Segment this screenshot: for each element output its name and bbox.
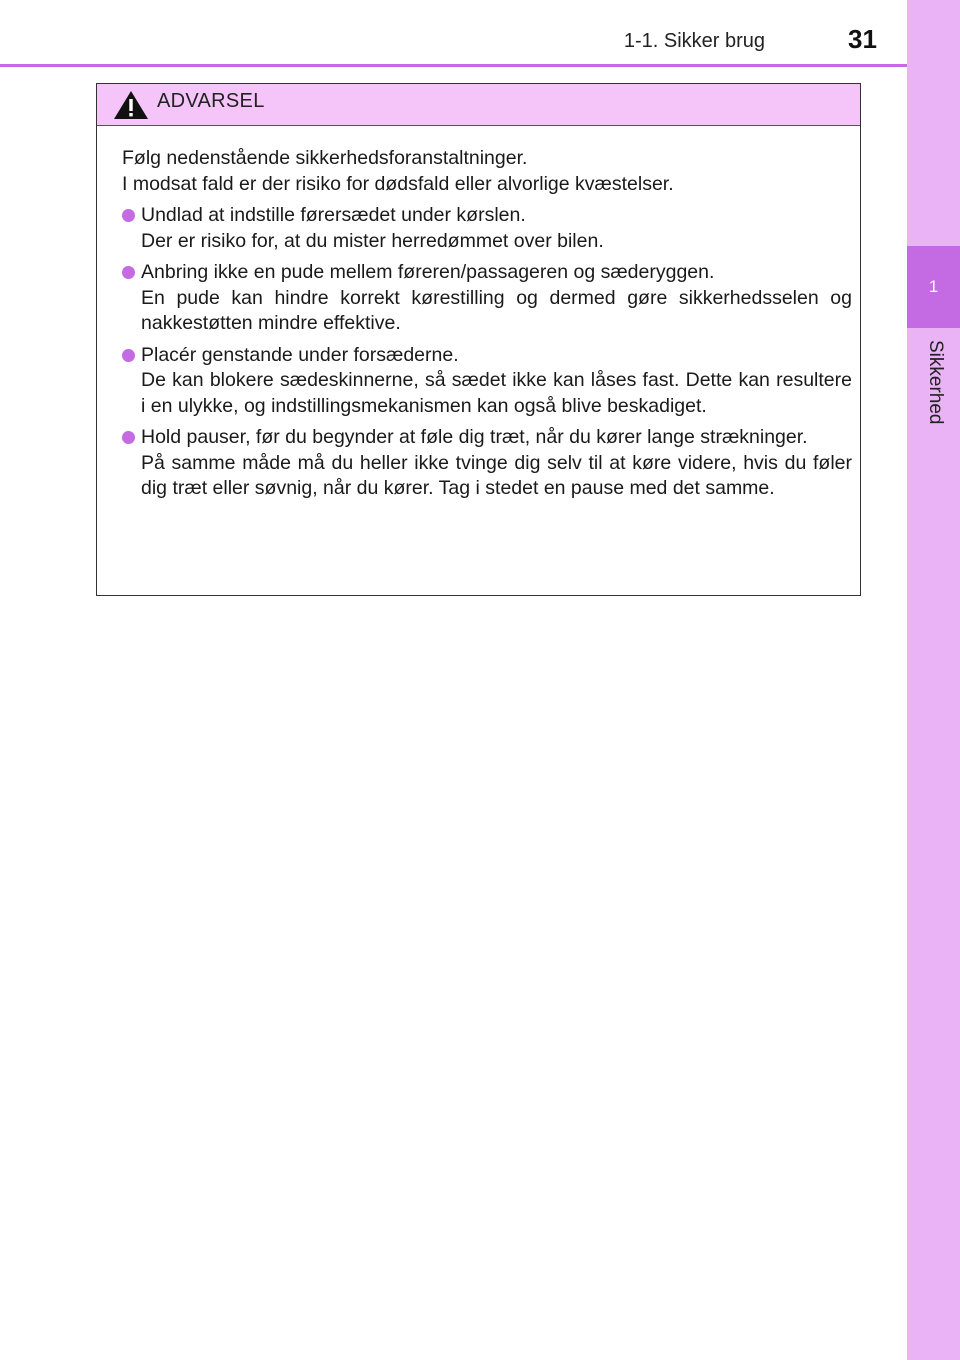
section-title: 1-1. Sikker brug (623, 30, 765, 52)
warning-body (97, 126, 860, 502)
warning-header (97, 84, 860, 126)
warning-title: ADVARSEL (157, 90, 265, 112)
bullet-line: Anbring ikke en pude mellem føreren/passageren og sæderyggen. (141, 261, 715, 283)
bullet-line: Der er risiko for, at du mister herredømmet over bilen. (141, 229, 604, 252)
bullet-dot-icon (122, 431, 135, 444)
header-divider (0, 64, 907, 67)
bullet-line: De kan blokere sædeskinnerne, så sædet ikke kan låses fast. Dette kan resultere i en ulykke, og indstillingsmekanismen kan også blive beskadiget. (141, 369, 852, 417)
warning-bullet (122, 343, 852, 420)
warning-triangle-icon (113, 90, 149, 120)
chapter-label: Sikkerhed (925, 340, 946, 425)
warning-bullet (122, 260, 852, 337)
bullet-dot-icon (122, 209, 135, 222)
side-band (907, 0, 960, 1360)
warning-bullet (122, 203, 852, 254)
intro-line: I modsat fald er der risiko for dødsfald eller alvorlige kvæstelser. (122, 172, 674, 195)
bullet-line: En pude kan hindre korrekt kørestilling og dermed gøre sikkerhedsselen og nakkestøtten mindre effektive. (141, 286, 852, 334)
chapter-tab[interactable] (907, 246, 960, 328)
bullet-line: Placér genstande under forsæderne. (141, 343, 459, 366)
chapter-number: 1 (928, 277, 939, 296)
page-number: 31 (848, 24, 877, 54)
bullet-line: Hold pauser, før du begynder at føle dig træt, når du kører lange strækninger. (141, 426, 808, 448)
intro-line: Følg nedenstående sikkerhedsforanstaltninger. (122, 147, 528, 169)
bullet-dot-icon (122, 349, 135, 362)
bullet-line: På samme måde må du heller ikke tvinge dig selv til at køre videre, hvis du føler dig træt eller søvnig, når du kører. Tag i stedet en pause med det samme. (141, 451, 852, 499)
bullet-dot-icon (122, 266, 135, 279)
warning-intro (122, 146, 852, 197)
warning-bullet (122, 425, 852, 502)
warning-box (96, 83, 861, 596)
bullet-line: Undlad at indstille førersædet under kørslen. (141, 204, 526, 226)
